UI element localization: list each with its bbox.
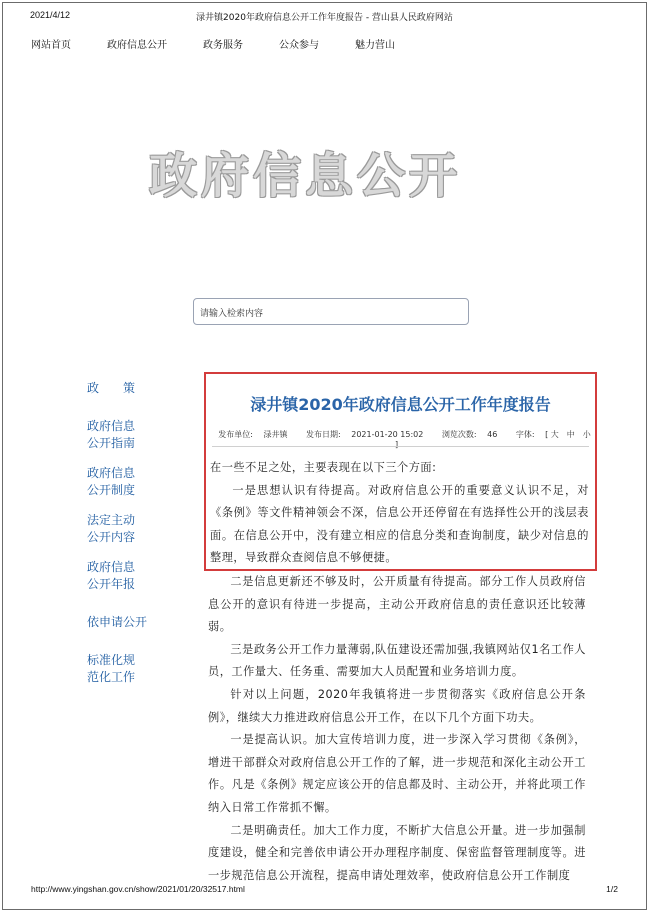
paragraph: 三是政务公开工作力量薄弱,队伍建设还需加强,我镇网站仅1名工作人员，工作量大、任务重、需要加大人员配置和业务培训力度。 xyxy=(208,642,586,679)
paragraph: 二是信息更新还不够及时，公开质量有待提高。部分工作人员政府信息公开的意识有待进一步提高，主动公开政府信息的责任意识还比较薄弱。 xyxy=(208,575,586,634)
publisher-value: 渌井镇 xyxy=(263,430,288,439)
banner-title: 政府信息公开 xyxy=(148,148,461,204)
font-size-options[interactable]: [ 大 中 小 ] xyxy=(394,430,591,449)
paragraph: 二是明确责任。加大工作力度，不断扩大信息公开量。进一步加强制度建设，健全和完善依申请公开办理程序制度、保密监督管理制度等。进一步规范信息公开流程，提高申请处理效率，使政府信息公开工作制度 xyxy=(208,823,586,882)
print-page-number: 1/2 xyxy=(606,884,618,894)
article-title: 渌井镇2020年政府信息公开工作年度报告 xyxy=(250,395,551,414)
nav-home[interactable]: 网站首页 xyxy=(31,40,71,51)
sidebar-item-policy[interactable]: 政 策 xyxy=(87,381,136,395)
sidebar xyxy=(87,380,177,686)
date-label: 发布日期: xyxy=(306,430,341,439)
sidebar-item-statutory[interactable]: 法定主动 公开内容 xyxy=(87,513,136,544)
font-size-label: 字体: xyxy=(515,430,535,439)
paragraph: 一是思想认识有待提高。对政府信息公开的重要意义认识不足，对《条例》等文件精神领会不深，信息公开还停留在有选择性公开的浅层表面。在信息公开中，没有建立相应的信息分类和查询制度，缺少对信息的整理，导致群众查阅信息不够便捷。 xyxy=(210,483,589,565)
divider xyxy=(212,446,589,447)
sidebar-item-system[interactable]: 政府信息 公开制度 xyxy=(87,466,136,497)
nav-gov-services[interactable]: 政务服务 xyxy=(203,40,243,51)
paragraph: 在一些不足之处，主要表现在以下三个方面: xyxy=(210,461,437,474)
sidebar-item-guide[interactable]: 政府信息 公开指南 xyxy=(87,419,136,450)
paragraph: 针对以上问题，2020年我镇将进一步贯彻落实《政府信息公开条例》，继续大力推进政府信息公开工作，在以下几个方面下功夫。 xyxy=(208,687,586,724)
sidebar-item-standardization[interactable]: 标准化规 范化工作 xyxy=(87,653,136,684)
sidebar-item-annual-report[interactable]: 政府信息 公开年报 xyxy=(87,560,136,591)
highlight-box xyxy=(204,372,597,571)
nav-public-participation[interactable]: 公众参与 xyxy=(279,40,319,51)
search-input[interactable]: 请输入检索内容 xyxy=(193,298,469,325)
print-page-title: 渌井镇2020年政府信息公开工作年度报告 - 营山县人民政府网站 xyxy=(196,13,453,23)
nav-gov-info[interactable]: 政府信息公开 xyxy=(107,40,167,51)
publisher-label: 发布单位: xyxy=(218,430,253,439)
views-label: 浏览次数: xyxy=(441,430,477,439)
boxed-text xyxy=(210,457,589,570)
date-value: 2021-01-20 15:02 xyxy=(351,430,424,439)
paragraph: 一是提高认识。加大宣传培训力度，进一步深入学习贯彻《条例》，增进干部群众对政府信息公开工作的了解，进一步规范和深化主动公开工作。凡是《条例》规定应该公开的信息都及时、主动公开，并将此项工作纳入日常工作常抓不懈。 xyxy=(208,733,586,814)
main-nav xyxy=(31,36,431,51)
print-date: 2021/4/12 xyxy=(30,10,71,20)
nav-charm-yingshan[interactable]: 魅力营山 xyxy=(355,40,395,51)
views-value: 46 xyxy=(487,430,498,439)
sidebar-item-on-request[interactable]: 依申请公开 xyxy=(87,615,148,629)
print-url: http://www.yingshan.gov.cn/show/2021/01/20/32517.html xyxy=(31,884,245,894)
